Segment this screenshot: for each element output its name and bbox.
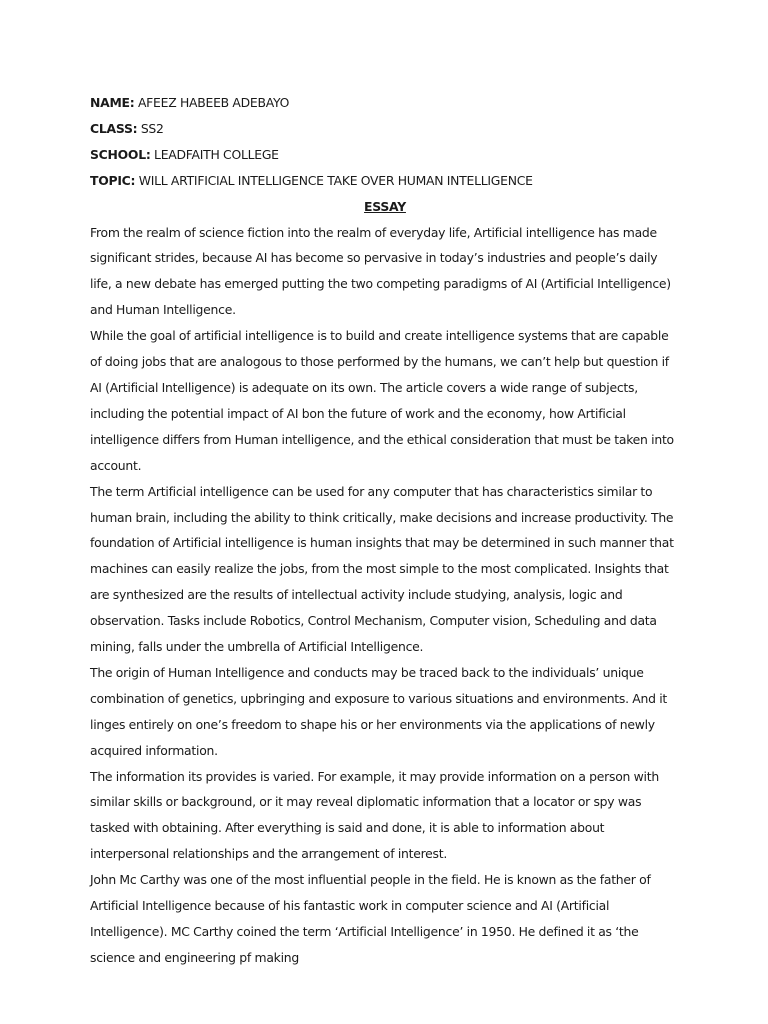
essay-paragraph: John Mc Carthy was one of the most influential people in the field. He is known as the father of Artificial Intelligence because of his fantastic work in computer science and AI (Artificial Intelligence). MC Carthy coined the term ‘Artificial Intelligence’ in 1950. He defined it as ‘the science and engineering pf making <box>90 872 651 965</box>
essay-paragraph: The term Artificial intelligence can be used for any computer that has characteristics similar to human brain, including the ability to think critically, make decisions and increase productivity. The foundation of Artificial intelligence is human insights that may be determined in such manner that machines can easily realize the jobs, from the most simple to the most complicated. Insights that are synthesized are the results of intellectual activity include studying, analysis, logic and observation. Tasks include Robotics, Control Mechanism, Computer vision, Scheduling and data mining, falls under the umbrella of Artificial Intelligence. <box>90 483 674 655</box>
essay-paragraph: From the realm of science fiction into the realm of everyday life, Artificial intelligence has made significant strides, because AI has become so pervasive in today’s industries and people’s daily life, a new debate has emerged putting the two competing paradigms of AI (Artificial Intelligence) and Human Intelligence. <box>90 224 671 318</box>
document-body <box>90 90 680 971</box>
essay-paragraph: The information its provides is varied. For example, it may provide information on a person with similar skills or background, or it may reveal diplomatic information that a locator or spy was tasked with obtaining. After everything is said and done, it is able to information about interpersonal relationships and the arrangement of interest. <box>90 768 659 862</box>
topic-line <box>90 168 680 194</box>
topic-label: TOPIC: <box>90 172 136 188</box>
class-label: CLASS: <box>90 120 138 136</box>
topic-value: WILL ARTIFICIAL INTELLIGENCE TAKE OVER HUMAN INTELLIGENCE <box>135 172 533 188</box>
class-value: SS2 <box>137 120 164 136</box>
essay-paragraph: While the goal of artificial intelligence is to build and create intelligence systems that are capable of doing jobs that are analogous to those performed by the humans, we can’t help but question if AI (Artificial Intelligence) is adequate on its own. The article covers a wide range of subjects, including the potential impact of AI bon the future of work and the economy, how Artificial intelligence differs from Human intelligence, and the ethical consideration that must be taken into account. <box>90 328 674 473</box>
essay-paragraph: The origin of Human Intelligence and conducts may be traced back to the individuals’ unique combination of genetics, upbringing and exposure to various situations and environments. And it linges entirely on one’s freedom to shape his or her environments via the applications of newly acquired information. <box>90 664 668 758</box>
name-line <box>90 90 680 116</box>
essay-heading: ESSAY <box>364 198 406 214</box>
school-label: SCHOOL: <box>90 146 151 162</box>
name-value: AFEEZ HABEEB ADEBAYO <box>134 95 290 110</box>
name-label: NAME: <box>90 95 135 110</box>
class-line <box>90 116 680 142</box>
school-line <box>90 142 680 168</box>
school-value: LEADFAITH COLLEGE <box>150 146 279 162</box>
